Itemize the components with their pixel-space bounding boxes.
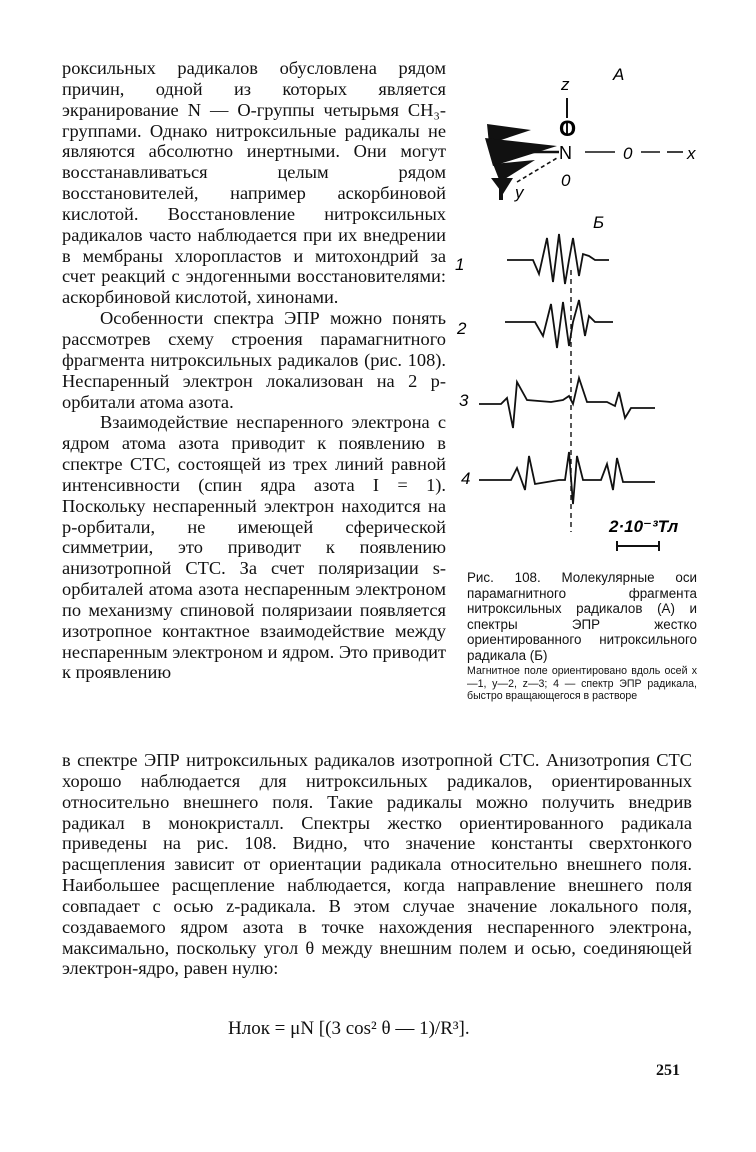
- zero-label-bottom: 0: [561, 171, 571, 190]
- figure-caption: [467, 570, 697, 703]
- scale-bar: [617, 541, 659, 551]
- spectrum-3-label: 3: [459, 391, 469, 410]
- panel-a-label: А: [613, 65, 625, 84]
- spectrum-4: [479, 452, 655, 504]
- paragraph-continued: в спектре ЭПР нитроксильных радикалов изотропной СТС. Анизотропия СТС хорошо наблюдается для нитроксильных радикалов, ориентированных относительно внешнего поля. Такие радикалы можно получить внедрив радикал в монокристалл. Спектры жестко ориентированного радикала приведены на рис. 108. Видно, что значение константы сверхтонкого расщепления зависит от ориентации радикала относительно внешнего поля. Наибольшее расщепление наблюдается, когда направление внешнего поля совпадает с осью z-радикала. В этом случае значение локального поля, создаваемого ядром азота в точке нахождения неспаренного электрона, максимально, поскольку угол θ между внешним полем и осью, соединяющей электрон-ядро, равен нулю:: [62, 750, 692, 979]
- atom-o-label: O: [559, 116, 577, 141]
- axis-x-label: x: [687, 144, 696, 163]
- spectrum-3: [479, 378, 655, 428]
- left-text-column: [62, 58, 446, 683]
- caption-main: Рис. 108. Молекулярные оси парамагнитного фрагмента нитроксильных радикалов (А) и спектры ЭПР жестко ориентированного нитроксильного радикала (Б): [467, 570, 697, 663]
- spectrum-2-label: 2: [457, 319, 467, 338]
- spectrum-1: [507, 234, 609, 284]
- axis-y-label: y: [515, 183, 524, 202]
- spectrum-4-label: 4: [461, 469, 471, 488]
- atom-n-label: N: [559, 143, 572, 163]
- zero-label-right: 0: [623, 144, 633, 163]
- spectrum-2: [505, 300, 613, 348]
- panel-b-label: Б: [593, 213, 605, 232]
- axis-z-label: z: [561, 75, 570, 94]
- figure-108: [455, 60, 710, 580]
- full-width-text: [62, 750, 692, 979]
- scale-label: 2·10⁻³Тл: [609, 517, 679, 536]
- paragraph-1: роксильных радикалов обусловлена рядом причин, одной из которых является экранирование N — О-группы четырьмя СН₃-группами. Однако нитроксильные радикалы не являются абсолютно инертными. Они могут восстанавливаться целым рядом восстановителей, например аскорбиновой кислотой. Восстановление нитроксильных радикалов часто наблюдается при их внедрении в мембраны хлоропластов и митохондрий за счет реакций с эндогенными восстановителями: аскорбиновой кислотой, хинонами.: [62, 58, 446, 308]
- paragraph-2: Особенности спектра ЭПР можно понять рассмотрев схему строения парамагнитного фрагмента нитроксильных радикалов (рис. 108). Неспаренный электрон локализован на 2 p-орбитали атома азота.: [62, 308, 446, 412]
- spectrum-1-label: 1: [455, 255, 465, 274]
- paragraph-3: Взаимодействие неспаренного электрона с ядром атома азота приводит к появлению в спектре СТС, состоящей из трех линий равной интенсивности (спин ядра азота I = 1). Поскольку неспаренный электрон находится на p-орбитали, не имеющей сферической симметрии, это приводит к появлению анизотропной СТС. За счет поляризации s-орбиталей атома азота неспаренным электроном по механизму спиновой поляризаии появляется изотропное контактное взаимодействие между неспаренным электроном и ядром. Это приводит к проявлению: [62, 412, 446, 683]
- page-number: 251: [656, 1062, 680, 1079]
- formula: Hлок = μN [(3 cos² θ — 1)/R³].: [228, 1018, 470, 1039]
- caption-sub: Магнитное поле ориентировано вдоль осей x—1, y—2, z—3; 4 — спектр ЭПР радикала, быстро вращающегося в растворе: [467, 665, 697, 703]
